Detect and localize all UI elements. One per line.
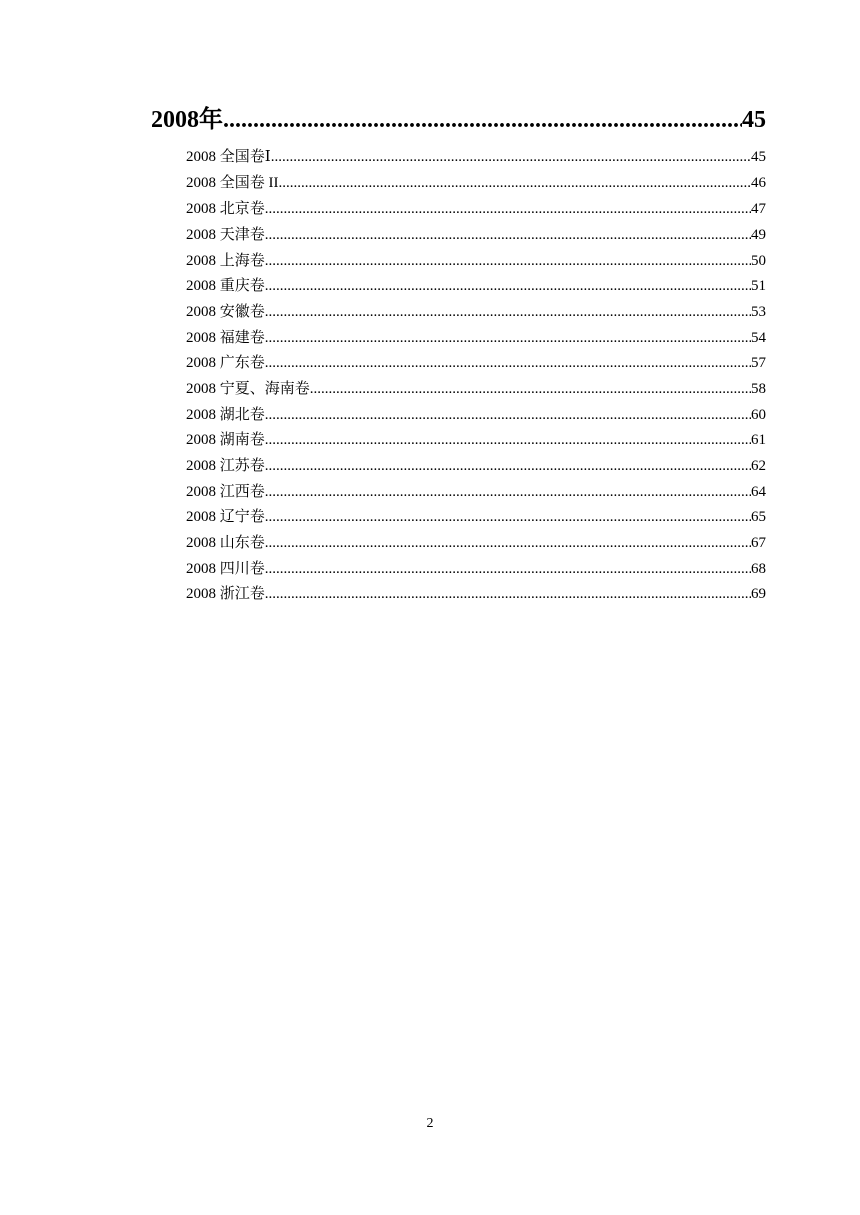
toc-entry[interactable] <box>186 327 766 349</box>
toc-entry-leader <box>265 275 751 297</box>
toc-entry-label: 2008 天津卷 <box>186 227 265 243</box>
toc-entry-label: 2008 江苏卷 <box>186 458 265 474</box>
toc-entry-leader <box>265 404 751 426</box>
toc-entry-leader <box>265 455 751 477</box>
toc-entry-leader <box>265 301 751 323</box>
page-number: 2 <box>426 1116 434 1131</box>
toc-entry-leader <box>265 583 751 605</box>
toc-entry-page: 53 <box>751 304 766 320</box>
toc-entry-page: 67 <box>751 535 766 551</box>
toc-entry-leader <box>310 378 751 400</box>
toc-entry-leader <box>279 172 752 194</box>
toc-entry-label: 2008 宁夏、海南卷 <box>186 381 310 397</box>
toc-entry-page: 58 <box>751 381 766 397</box>
toc-entry-label: 2008 浙江卷 <box>186 586 265 602</box>
toc-entry-page: 49 <box>751 227 766 243</box>
toc-entry-page: 65 <box>751 509 766 525</box>
toc-entry[interactable] <box>186 352 766 374</box>
toc-entry-label: 2008 安徽卷 <box>186 304 265 320</box>
toc-entry[interactable] <box>186 301 766 323</box>
toc-entry-label: 2008 山东卷 <box>186 535 265 551</box>
toc-entry-leader <box>265 352 751 374</box>
toc-heading-page: 45 <box>742 107 766 133</box>
toc-entry[interactable] <box>186 172 766 194</box>
toc-entry-leader <box>265 481 751 503</box>
toc-entry-leader <box>265 224 751 246</box>
toc-heading-leader <box>223 104 742 136</box>
toc-entry[interactable] <box>186 583 766 605</box>
toc-entry-page: 57 <box>751 355 766 371</box>
toc-entry-page: 45 <box>751 149 766 165</box>
toc-entry-label: 2008 广东卷 <box>186 355 265 371</box>
toc-entry-label: 2008 湖北卷 <box>186 407 265 423</box>
toc-entry-page: 47 <box>751 201 766 217</box>
toc-entry-page: 61 <box>751 432 766 448</box>
toc-entry-label: 2008 江西卷 <box>186 484 265 500</box>
toc-entry[interactable] <box>186 532 766 554</box>
toc-entry-label: 2008 重庆卷 <box>186 278 265 294</box>
toc-entry-label: 2008 辽宁卷 <box>186 509 265 525</box>
toc-entry[interactable] <box>186 250 766 272</box>
toc-entry-leader <box>265 558 751 580</box>
toc-entry[interactable] <box>186 224 766 246</box>
toc-entry[interactable] <box>186 429 766 451</box>
toc-entry-page: 64 <box>751 484 766 500</box>
toc-entry[interactable] <box>186 558 766 580</box>
toc-entry-leader <box>265 532 751 554</box>
toc-entry-page: 54 <box>751 330 766 346</box>
toc-entry[interactable] <box>186 481 766 503</box>
toc-entry-label: 2008 湖南卷 <box>186 432 265 448</box>
toc-entry-leader <box>265 506 751 528</box>
toc-entry[interactable] <box>186 275 766 297</box>
toc-entry-page: 50 <box>751 253 766 269</box>
toc-entry-label: 2008 福建卷 <box>186 330 265 346</box>
toc-entry-label: 2008 北京卷 <box>186 201 265 217</box>
toc-entry-leader <box>265 250 751 272</box>
toc-entry-leader <box>271 146 751 168</box>
toc-entry-leader <box>265 198 751 220</box>
toc-entry[interactable] <box>186 404 766 426</box>
toc-entry[interactable] <box>186 378 766 400</box>
toc-entry-page: 60 <box>751 407 766 423</box>
toc-entry[interactable] <box>186 146 766 168</box>
toc-entry-page: 46 <box>751 175 766 191</box>
toc-entry[interactable] <box>186 198 766 220</box>
toc-entry-leader <box>265 429 751 451</box>
toc-entry[interactable] <box>186 455 766 477</box>
toc-entry-label: 2008 全国卷 II <box>186 175 279 191</box>
toc-entry-page: 62 <box>751 458 766 474</box>
toc-heading[interactable] <box>151 104 766 136</box>
toc-entry-page: 69 <box>751 586 766 602</box>
toc-entry-page: 68 <box>751 561 766 577</box>
toc-entry-label: 2008 上海卷 <box>186 253 265 269</box>
toc-entry-leader <box>265 327 751 349</box>
toc-heading-label: 2008年 <box>151 107 223 133</box>
toc-entry-label: 2008 全国卷Ⅰ <box>186 149 271 165</box>
toc-entry-label: 2008 四川卷 <box>186 561 265 577</box>
toc-entry[interactable] <box>186 506 766 528</box>
toc-entry-page: 51 <box>751 278 766 294</box>
